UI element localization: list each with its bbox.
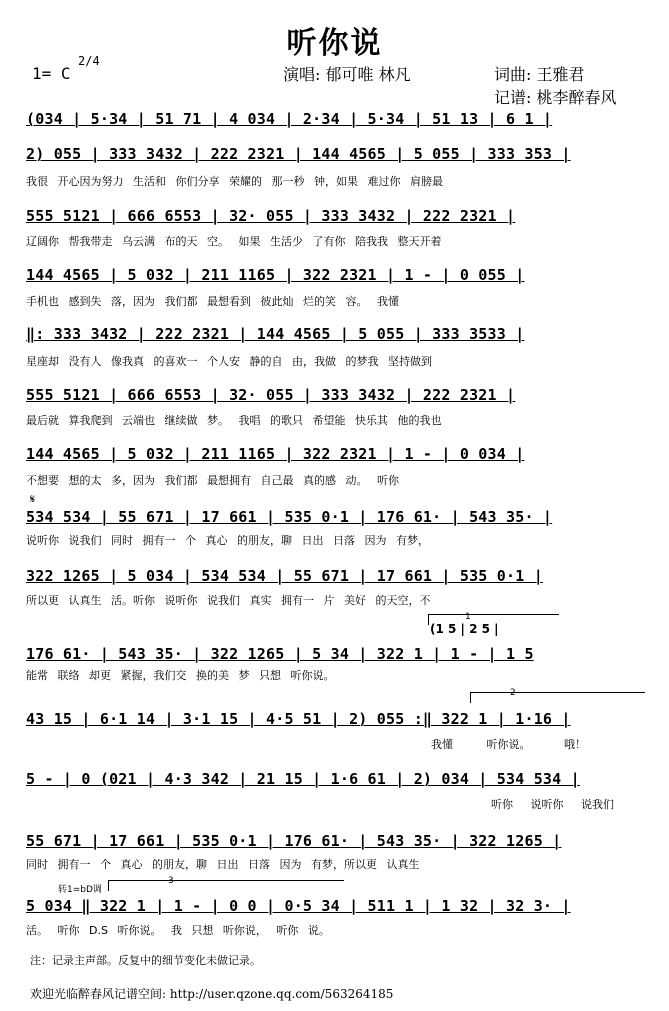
notation-row: 144 4565 | 5 032 | 211 1165 | 322 2321 | 1 - | 0 034 | bbox=[26, 445, 525, 463]
notation-row: ‖: 333 3432 | 222 2321 | 144 4565 | 5 055 | 333 3533 | bbox=[26, 325, 525, 343]
notation-row: (034 | 5·34 | 51 71 | 4 034 | 2·34 | 5·34 | 51 13 | 6 1 | bbox=[26, 110, 553, 128]
time-signature: 2/4 bbox=[78, 54, 100, 68]
lyrics-row: 活。 听你 D.S 听你说。 我 只想 听你说， 听你 说。 bbox=[26, 924, 330, 937]
lyrics-row: 所以更 认真生 活。听你 说听你 说我们 真实 拥有一 片 美好 的天空，不 bbox=[26, 594, 431, 607]
lyrics-row: 辽阔你 帮我带走 乌云满 布的天 空。 如果 生活少 了有你 陪我我 整天开着 bbox=[26, 235, 442, 248]
key-signature: 1= C bbox=[32, 64, 71, 83]
volta-label: 3 bbox=[168, 876, 174, 886]
lyrics-row: 手机也 感到失 落，因为 我们都 最想看到 彼此灿 烂的笑 容。 我懂 bbox=[26, 295, 399, 308]
notation-row: 322 1265 | 5 034 | 534 534 | 55 671 | 17 661 | 535 0·1 | bbox=[26, 567, 543, 585]
notation-row: 55 671 | 17 661 | 535 0·1 | 176 61· | 543 35· | 322 1265 | bbox=[26, 832, 562, 850]
notation-row: 555 5121 | 666 6553 | 32· 055 | 333 3432 | 222 2321 | bbox=[26, 207, 516, 225]
notation-row: 144 4565 | 5 032 | 211 1165 | 322 2321 | 1 - | 0 055 | bbox=[26, 266, 525, 284]
footer-credit: 欢迎光临醉春风记谱空间: http://user.qzone.qq.com/563264185 bbox=[30, 987, 394, 1001]
lyrics-row: 不想要 想的太 多，因为 我们都 最想拥有 自己最 真的感 动。 听你 bbox=[26, 474, 399, 487]
modulation-label: 转1=bD调 bbox=[58, 885, 102, 895]
notation-row: 5 034 ‖ 322 1 | 1 - | 0 0 | 0·5 34 | 511 1 | 1 32 | 32 3· | bbox=[26, 897, 571, 915]
lyrics-row: 星座却 没有人 像我真 的喜欢一 个人安 静的自 由，我做 的梦我 坚持做到 bbox=[26, 355, 432, 368]
volta-bracket bbox=[470, 692, 645, 703]
singer-credit: 演唱: 郁可唯 林凡 bbox=[283, 65, 411, 84]
notation-row: 176 61· | 543 35· | 322 1265 | 5 34 | 322 1 | 1 - | 1 5 bbox=[26, 645, 534, 663]
footnote: 注：记录主声部。反复中的细节变化未做记录。 bbox=[30, 954, 261, 967]
notation-row: 534 534 | 55 671 | 17 661 | 535 0·1 | 176 61· | 543 35· | bbox=[26, 508, 553, 526]
notation-row: 43 15 | 6·1 14 | 3·1 15 | 4·5 51 | 2) 055 :‖ 322 1 | 1·16 | bbox=[26, 710, 571, 728]
lyrics-row: 听你 说听你 说我们 bbox=[491, 798, 614, 811]
lyrics-row: 说听你 说我们 同时 拥有一 个 真心 的朋友，聊 日出 日落 因为 有梦， bbox=[26, 534, 429, 547]
composer-credit: 词曲: 王雅君 bbox=[494, 65, 585, 84]
notation-row: 2) 055 | 333 3432 | 222 2321 | 144 4565 | 5 055 | 333 353 | bbox=[26, 145, 571, 163]
lyrics-row: 最后就 算我爬到 云端也 继续做 梦。 我唱 的歌只 希望能 快乐其 他的我也 bbox=[26, 414, 442, 427]
lyrics-row: 能常 联络 却更 紧握，我们交 换的美 梦 只想 听你说。 bbox=[26, 669, 335, 682]
volta-label: 2 bbox=[510, 688, 516, 698]
lyrics-row: 我懂 听你说。 哦！ bbox=[431, 738, 586, 751]
notation-row: 5 - | 0 (021 | 4·3 342 | 21 15 | 1·6 61 | 2) 034 | 534 534 | bbox=[26, 770, 580, 788]
lyrics-row: 我很 开心因为努力 生活和 你们分享 荣耀的 那一秒 钟，如果 难过你 肩膀最 bbox=[26, 175, 443, 188]
lyrics-row: 同时 拥有一 个 真心 的朋友，聊 日出 日落 因为 有梦，所以更 认真生 bbox=[26, 858, 420, 871]
volta-label: 1 bbox=[465, 612, 471, 622]
volta-notes: (1 5 | 2 5 | bbox=[430, 622, 499, 636]
song-title: 听你说 bbox=[286, 26, 383, 61]
notation-row: 555 5121 | 666 6553 | 32· 055 | 333 3432 | 222 2321 | bbox=[26, 386, 516, 404]
segno-sign: 𝄋 bbox=[30, 492, 36, 506]
transcriber-credit: 记谱: 桃李醉春风 bbox=[494, 88, 617, 107]
volta-bracket bbox=[108, 880, 344, 891]
